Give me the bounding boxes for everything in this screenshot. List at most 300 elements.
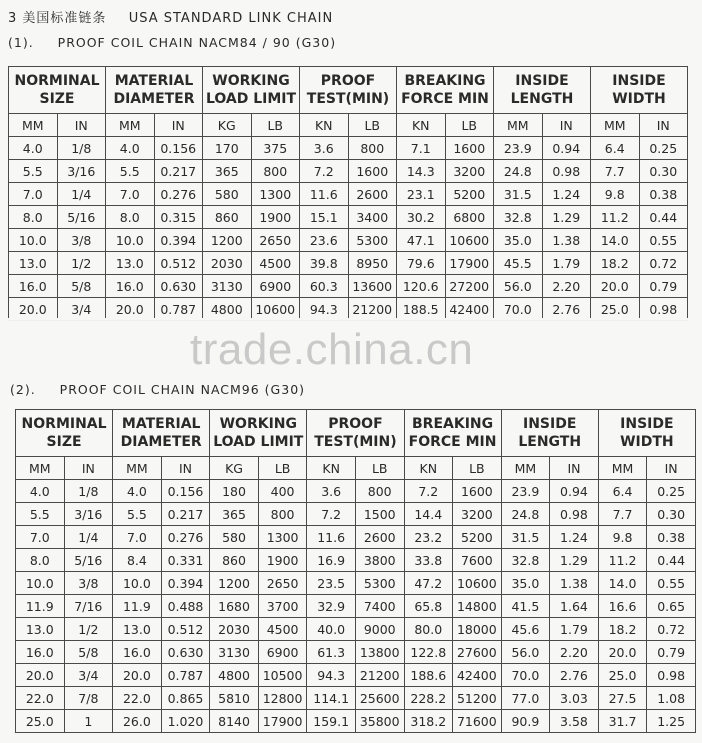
table-cell: 60.3 <box>300 275 349 298</box>
table-cell: 0.512 <box>161 618 210 641</box>
table-cell: 5300 <box>355 572 404 595</box>
table-cell: 33.8 <box>404 549 453 572</box>
table-cell: 800 <box>251 160 300 183</box>
table-cell: 0.44 <box>647 549 696 572</box>
table-cell: 2.20 <box>542 275 591 298</box>
table-cell: 3/8 <box>57 229 106 252</box>
table-row <box>16 480 696 503</box>
table-cell: 0.38 <box>647 526 696 549</box>
table-cell: 8140 <box>210 710 259 733</box>
column-header: NORMINAL SIZE <box>16 410 113 457</box>
table-cell: 365 <box>210 503 259 526</box>
table-row <box>16 595 696 618</box>
table-cell: 25600 <box>355 687 404 710</box>
table-cell: 5/8 <box>57 275 106 298</box>
table-cell: 47.1 <box>397 229 446 252</box>
table-cell: 71600 <box>453 710 502 733</box>
unit-cell: KN <box>307 457 356 480</box>
table-cell: 3130 <box>203 275 252 298</box>
table-cell: 22.0 <box>16 687 65 710</box>
table-cell: 159.1 <box>307 710 356 733</box>
table-cell: 0.55 <box>639 229 688 252</box>
chain-spec-table-2 <box>15 409 696 733</box>
table-cell: 5.5 <box>9 160 58 183</box>
table-cell: 25.0 <box>16 710 65 733</box>
table-cell: 4800 <box>210 664 259 687</box>
table-cell: 5/16 <box>64 549 113 572</box>
table-cell: 170 <box>203 137 252 160</box>
table-row <box>16 687 696 710</box>
table-cell: 94.3 <box>307 664 356 687</box>
unit-cell: MM <box>494 114 543 137</box>
unit-cell: IN <box>542 114 591 137</box>
table-row <box>9 252 688 275</box>
table-cell: 1.29 <box>542 206 591 229</box>
table-cell: 10.0 <box>106 229 155 252</box>
table-cell: 11.2 <box>598 549 647 572</box>
table-cell: 8.4 <box>113 549 162 572</box>
table-cell: 23.5 <box>307 572 356 595</box>
table-cell: 2030 <box>210 618 259 641</box>
table-cell: 12800 <box>258 687 307 710</box>
table-cell: 0.156 <box>161 480 210 503</box>
table-cell: 8950 <box>348 252 397 275</box>
table-cell: 7600 <box>453 549 502 572</box>
table-cell: 24.8 <box>501 503 550 526</box>
table-row <box>9 137 688 160</box>
table-row <box>16 664 696 687</box>
table-cell: 42400 <box>445 298 494 321</box>
table-cell: 122.8 <box>404 641 453 664</box>
table-row <box>16 618 696 641</box>
table-cell: 800 <box>258 503 307 526</box>
column-header: BREAKING FORCE MIN <box>397 67 494 114</box>
table-cell: 9.8 <box>598 526 647 549</box>
table-cell: 0.25 <box>647 480 696 503</box>
table-cell: 16.6 <box>598 595 647 618</box>
table-cell: 16.0 <box>9 275 58 298</box>
table-cell: 2.76 <box>542 298 591 321</box>
table-cell: 1.38 <box>542 229 591 252</box>
table-cell: 228.2 <box>404 687 453 710</box>
table-cell: 1.08 <box>647 687 696 710</box>
table-cell: 79.6 <box>397 252 446 275</box>
table-cell: 3800 <box>355 549 404 572</box>
table-cell: 23.6 <box>300 229 349 252</box>
table-cell: 32.8 <box>494 206 543 229</box>
table-cell: 1.020 <box>161 710 210 733</box>
table-cell: 3130 <box>210 641 259 664</box>
section-title-english: USA STANDARD LINK CHAIN <box>128 11 334 26</box>
table-cell: 16.0 <box>16 641 65 664</box>
table-cell: 1/8 <box>64 480 113 503</box>
column-header: INSIDE WIDTH <box>598 410 695 457</box>
table-row <box>9 229 688 252</box>
table-cell: 4.0 <box>16 480 65 503</box>
table-cell: 7/8 <box>64 687 113 710</box>
table-cell: 13600 <box>348 275 397 298</box>
table-row <box>16 549 696 572</box>
table-cell: 0.630 <box>161 641 210 664</box>
table-cell: 4500 <box>251 252 300 275</box>
table-cell: 31.5 <box>501 526 550 549</box>
table-cell: 1.38 <box>550 572 599 595</box>
table-cell: 3/4 <box>64 664 113 687</box>
table-row <box>9 206 688 229</box>
header-row <box>9 67 688 114</box>
table-2-index: (2). <box>10 382 36 397</box>
table-cell: 400 <box>258 480 307 503</box>
column-header: BREAKING FORCE MIN <box>404 410 501 457</box>
table-cell: 6.4 <box>598 480 647 503</box>
unit-cell: MM <box>16 457 65 480</box>
table-cell: 41.5 <box>501 595 550 618</box>
table-cell: 14.0 <box>591 229 640 252</box>
table-cell: 15.1 <box>300 206 349 229</box>
table-cell: 0.30 <box>647 503 696 526</box>
table-cell: 1.64 <box>550 595 599 618</box>
unit-cell: IN <box>550 457 599 480</box>
table-cell: 1 <box>64 710 113 733</box>
table-cell: 17900 <box>258 710 307 733</box>
table-cell: 1.25 <box>647 710 696 733</box>
table-cell: 70.0 <box>494 298 543 321</box>
table-cell: 1.24 <box>550 526 599 549</box>
table-cell: 21200 <box>348 298 397 321</box>
table-cell: 4500 <box>258 618 307 641</box>
table-cell: 0.98 <box>550 503 599 526</box>
section-title-chinese: 美国标准链条 <box>22 11 107 26</box>
table-cell: 22.0 <box>113 687 162 710</box>
table-cell: 0.79 <box>639 275 688 298</box>
table-cell: 0.394 <box>154 229 203 252</box>
table-cell: 14800 <box>453 595 502 618</box>
unit-cell: LB <box>453 457 502 480</box>
table-cell: 9.8 <box>591 183 640 206</box>
table-cell: 23.1 <box>397 183 446 206</box>
table-cell: 20.0 <box>591 275 640 298</box>
table-row <box>9 160 688 183</box>
table-cell: 1680 <box>210 595 259 618</box>
table-cell: 18.2 <box>591 252 640 275</box>
table-cell: 0.394 <box>161 572 210 595</box>
table-cell: 35.0 <box>501 572 550 595</box>
table-cell: 5200 <box>445 183 494 206</box>
table-cell: 0.787 <box>154 298 203 321</box>
table-cell: 0.865 <box>161 687 210 710</box>
table-cell: 580 <box>203 183 252 206</box>
table-cell: 0.94 <box>550 480 599 503</box>
table-cell: 11.6 <box>307 526 356 549</box>
table-cell: 0.787 <box>161 664 210 687</box>
table-cell: 2600 <box>355 526 404 549</box>
table-cell: 365 <box>203 160 252 183</box>
table-cell: 0.156 <box>154 137 203 160</box>
unit-cell: KN <box>397 114 446 137</box>
table-cell: 7.7 <box>598 503 647 526</box>
table-cell: 14.0 <box>598 572 647 595</box>
table-cell: 40.0 <box>307 618 356 641</box>
table-cell: 188.5 <box>397 298 446 321</box>
table-cell: 2650 <box>258 572 307 595</box>
table-cell: 1/2 <box>64 618 113 641</box>
table-cell: 4800 <box>203 298 252 321</box>
table-cell: 1900 <box>251 206 300 229</box>
table-row <box>16 503 696 526</box>
table-cell: 1.79 <box>542 252 591 275</box>
table-cell: 6900 <box>251 275 300 298</box>
table-cell: 1900 <box>258 549 307 572</box>
unit-cell: KG <box>203 114 252 137</box>
table-cell: 1/2 <box>57 252 106 275</box>
table-cell: 17900 <box>445 252 494 275</box>
table-cell: 3/16 <box>64 503 113 526</box>
table-cell: 20.0 <box>9 298 58 321</box>
table-cell: 39.8 <box>300 252 349 275</box>
table-cell: 0.276 <box>161 526 210 549</box>
table-cell: 10.0 <box>113 572 162 595</box>
unit-cell: KN <box>300 114 349 137</box>
table-cell: 26.0 <box>113 710 162 733</box>
table-cell: 9000 <box>355 618 404 641</box>
table-cell: 77.0 <box>501 687 550 710</box>
unit-cell: IN <box>57 114 106 137</box>
unit-cell: MM <box>9 114 58 137</box>
table-cell: 10500 <box>258 664 307 687</box>
table-cell: 3/16 <box>57 160 106 183</box>
unit-cell: KG <box>210 457 259 480</box>
table-cell: 0.630 <box>154 275 203 298</box>
table-cell: 65.8 <box>404 595 453 618</box>
table-cell: 16.9 <box>307 549 356 572</box>
units-row <box>16 457 696 480</box>
watermark: trade.china.cn <box>190 325 474 374</box>
unit-cell: MM <box>598 457 647 480</box>
table-cell: 27600 <box>453 641 502 664</box>
table-cell: 10600 <box>445 229 494 252</box>
table-cell: 56.0 <box>494 275 543 298</box>
table-row <box>9 275 688 298</box>
table-cell: 25.0 <box>591 298 640 321</box>
unit-cell: MM <box>591 114 640 137</box>
table-cell: 13.0 <box>106 252 155 275</box>
table-cell: 20.0 <box>113 664 162 687</box>
table-cell: 80.0 <box>404 618 453 641</box>
table-2-caption <box>10 382 305 397</box>
table-cell: 10.0 <box>9 229 58 252</box>
table-cell: 7.0 <box>16 526 65 549</box>
table-cell: 16.0 <box>106 275 155 298</box>
table-cell: 7.2 <box>307 503 356 526</box>
table-cell: 0.94 <box>542 137 591 160</box>
table-cell: 7.0 <box>106 183 155 206</box>
table-cell: 3.58 <box>550 710 599 733</box>
table-cell: 5300 <box>348 229 397 252</box>
section-heading <box>8 7 333 26</box>
table-cell: 375 <box>251 137 300 160</box>
table-cell: 2.20 <box>550 641 599 664</box>
unit-cell: MM <box>113 457 162 480</box>
table-cell: 23.2 <box>404 526 453 549</box>
unit-cell: IN <box>647 457 696 480</box>
table-cell: 5/16 <box>57 206 106 229</box>
table-cell: 3700 <box>258 595 307 618</box>
table-cell: 800 <box>355 480 404 503</box>
table-cell: 10600 <box>251 298 300 321</box>
table-cell: 61.3 <box>307 641 356 664</box>
table-cell: 1200 <box>210 572 259 595</box>
table-cell: 0.72 <box>647 618 696 641</box>
table-cell: 2650 <box>251 229 300 252</box>
column-header: INSIDE LENGTH <box>494 67 591 114</box>
table-cell: 20.0 <box>16 664 65 687</box>
table-cell: 0.488 <box>161 595 210 618</box>
table-cell: 6900 <box>258 641 307 664</box>
table-cell: 23.9 <box>494 137 543 160</box>
table-cell: 7.2 <box>404 480 453 503</box>
table-cell: 1600 <box>348 160 397 183</box>
column-header: PROOF TEST(MIN) <box>307 410 404 457</box>
chain-spec-table-1 <box>8 66 688 321</box>
table-cell: 8.0 <box>106 206 155 229</box>
table-cell: 70.0 <box>501 664 550 687</box>
table-cell: 0.217 <box>154 160 203 183</box>
table-cell: 5810 <box>210 687 259 710</box>
table-cell: 8.0 <box>16 549 65 572</box>
units-row <box>9 114 688 137</box>
table-row <box>16 572 696 595</box>
table-cell: 0.38 <box>639 183 688 206</box>
table-row <box>16 641 696 664</box>
table-cell: 18000 <box>453 618 502 641</box>
table-cell: 114.1 <box>307 687 356 710</box>
table-cell: 51200 <box>453 687 502 710</box>
column-header: WORKING LOAD LIMIT <box>203 67 300 114</box>
table-cell: 3.6 <box>307 480 356 503</box>
unit-cell: IN <box>639 114 688 137</box>
table-cell: 1300 <box>258 526 307 549</box>
table-cell: 31.7 <box>598 710 647 733</box>
table-cell: 10.0 <box>16 572 65 595</box>
unit-cell: LB <box>355 457 404 480</box>
table-cell: 860 <box>203 206 252 229</box>
table-cell: 56.0 <box>501 641 550 664</box>
table-cell: 13.0 <box>9 252 58 275</box>
table-cell: 7.2 <box>300 160 349 183</box>
table-cell: 1/4 <box>57 183 106 206</box>
table-row <box>9 183 688 206</box>
table-cell: 120.6 <box>397 275 446 298</box>
unit-cell: KN <box>404 457 453 480</box>
table-row <box>16 710 696 733</box>
table-cell: 3/4 <box>57 298 106 321</box>
table-cell: 7/16 <box>64 595 113 618</box>
table-cell: 4.0 <box>113 480 162 503</box>
table-cell: 25.0 <box>598 664 647 687</box>
table-cell: 27.5 <box>598 687 647 710</box>
table-cell: 21200 <box>355 664 404 687</box>
table-cell: 45.6 <box>501 618 550 641</box>
table-cell: 3.03 <box>550 687 599 710</box>
section-number: 3 <box>8 11 18 26</box>
table-cell: 35.0 <box>494 229 543 252</box>
table-cell: 24.8 <box>494 160 543 183</box>
table-2-title: PROOF COIL CHAIN NACM96 (G30) <box>59 382 306 397</box>
table-cell: 0.65 <box>647 595 696 618</box>
table-cell: 11.9 <box>113 595 162 618</box>
table-cell: 18.2 <box>598 618 647 641</box>
table-cell: 5.5 <box>106 160 155 183</box>
table-cell: 32.8 <box>501 549 550 572</box>
table-cell: 1300 <box>251 183 300 206</box>
table-cell: 8.0 <box>9 206 58 229</box>
unit-cell: IN <box>64 457 113 480</box>
table-1-index: (1). <box>8 35 34 50</box>
table-cell: 7.1 <box>397 137 446 160</box>
table-cell: 0.79 <box>647 641 696 664</box>
table-cell: 2030 <box>203 252 252 275</box>
table-cell: 11.6 <box>300 183 349 206</box>
table-cell: 0.98 <box>647 664 696 687</box>
table-cell: 5200 <box>453 526 502 549</box>
table-cell: 0.217 <box>161 503 210 526</box>
table-cell: 14.4 <box>404 503 453 526</box>
table-cell: 31.5 <box>494 183 543 206</box>
table-cell: 580 <box>210 526 259 549</box>
table-cell: 32.9 <box>307 595 356 618</box>
table-cell: 0.55 <box>647 572 696 595</box>
table-cell: 13.0 <box>16 618 65 641</box>
table-cell: 1.24 <box>542 183 591 206</box>
unit-cell: MM <box>501 457 550 480</box>
table-cell: 6.4 <box>591 137 640 160</box>
table-row <box>16 526 696 549</box>
table-cell: 35800 <box>355 710 404 733</box>
table-cell: 30.2 <box>397 206 446 229</box>
column-header: PROOF TEST(MIN) <box>300 67 397 114</box>
table-cell: 6800 <box>445 206 494 229</box>
table-cell: 45.5 <box>494 252 543 275</box>
table-cell: 11.9 <box>16 595 65 618</box>
table-cell: 16.0 <box>113 641 162 664</box>
unit-cell: MM <box>106 114 155 137</box>
table-cell: 7400 <box>355 595 404 618</box>
table-cell: 23.9 <box>501 480 550 503</box>
table-cell: 2.76 <box>550 664 599 687</box>
table-cell: 5/8 <box>64 641 113 664</box>
table-cell: 0.276 <box>154 183 203 206</box>
table-cell: 0.30 <box>639 160 688 183</box>
table-cell: 20.0 <box>106 298 155 321</box>
column-header: MATERIAL DIAMETER <box>113 410 210 457</box>
table-cell: 1/4 <box>64 526 113 549</box>
table-cell: 94.3 <box>300 298 349 321</box>
header-row <box>16 410 696 457</box>
table-cell: 47.2 <box>404 572 453 595</box>
unit-cell: LB <box>258 457 307 480</box>
table-cell: 1600 <box>445 137 494 160</box>
table-cell: 188.6 <box>404 664 453 687</box>
column-header: MATERIAL DIAMETER <box>106 67 203 114</box>
table-cell: 90.9 <box>501 710 550 733</box>
table-cell: 7.0 <box>9 183 58 206</box>
unit-cell: IN <box>154 114 203 137</box>
table-cell: 7.0 <box>113 526 162 549</box>
table-cell: 1.29 <box>550 549 599 572</box>
table-cell: 3200 <box>445 160 494 183</box>
table-cell: 11.2 <box>591 206 640 229</box>
table-cell: 800 <box>348 137 397 160</box>
